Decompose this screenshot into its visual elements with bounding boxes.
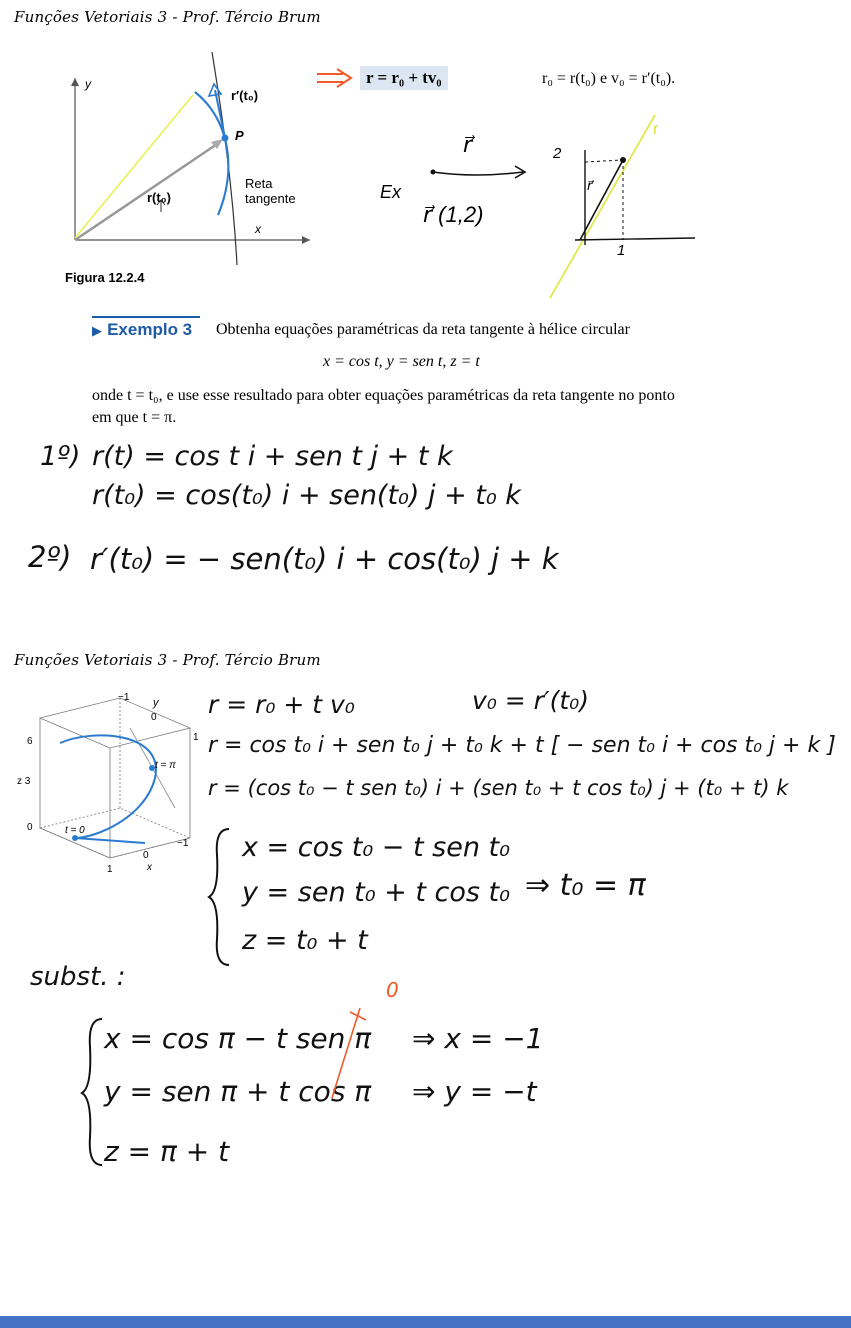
subst-label: subst. : (30, 962, 126, 992)
implies-arrow-icon (315, 67, 355, 89)
tangent-line (212, 52, 237, 265)
eq-r: r = r₀ + t v₀ (208, 690, 355, 719)
hand-sketch (545, 110, 705, 305)
helix-tick-0-left: 0 (27, 822, 33, 833)
final-y-left: y = sen π + t cos π (104, 1075, 372, 1108)
eq-group: r = (cos t₀ − t sen t₀) i + (sen t₀ + t cos t₀) j + (t₀ + t) k (208, 776, 789, 800)
tangent-line-figure (55, 50, 325, 300)
step2-line: r′(t₀) = − sen(t₀) i + cos(t₀) j + k (90, 542, 559, 576)
P-label: P (235, 128, 244, 143)
hand-vec-label: r⃗ (463, 132, 473, 157)
t0-equals-pi: ⇒ t₀ = π (525, 868, 646, 903)
eq-expand: r = cos t₀ i + sen t₀ j + t₀ k + t [ − sen t₀ i + cos t₀ j + k ] (208, 733, 836, 758)
orange-strike-mark (320, 998, 410, 1108)
rprime-label: r′(t₀) (231, 88, 259, 103)
helix-label-x: x (147, 862, 152, 873)
helix-tick-6: 6 (27, 736, 33, 747)
figure-caption: Figura 12.2.4 (65, 270, 145, 285)
point-P (222, 135, 229, 142)
system-y: y = sen t₀ + t cos t₀ (242, 877, 510, 908)
system-z: z = t₀ + t (242, 925, 368, 956)
helix-label-tpi: t = π (155, 760, 176, 771)
eq-v0: v₀ = r′(t₀) (472, 686, 589, 715)
exemplo-title: Exemplo 3 (107, 320, 193, 339)
final-x-right: ⇒ x = −1 (412, 1022, 544, 1055)
step1-line2: r(t₀) = cos(t₀) i + sen(t₀) j + t₀ k (92, 480, 521, 511)
sketch-y-label: 2 (553, 145, 562, 162)
exemplo-statement: Obtenha equações paramétricas da reta tangente à hélice circular (216, 321, 630, 338)
curve (195, 92, 228, 215)
helix-tick-1-right: 1 (193, 732, 199, 743)
final-x-left: x = cos π − t sen π (104, 1022, 372, 1055)
helix-figure (15, 688, 205, 878)
helix-label-y: y (153, 697, 159, 709)
helix-tick-neg1-top: −1 (118, 692, 130, 703)
orange-zero: 0 (386, 978, 399, 1002)
exemplo-rule (92, 316, 200, 318)
sketch-line-label: r (653, 121, 659, 138)
r-label: r(t₀) (147, 190, 171, 205)
hand-vec-coords: r⃗ (1,2) (423, 202, 484, 227)
yellow-line (550, 115, 655, 298)
system-brace-icon (205, 825, 235, 970)
tangente-label: tangente (245, 191, 296, 206)
axis-x-label: x (255, 222, 261, 236)
hand-vector-example (375, 120, 555, 240)
page2-header: Funções Vetoriais 3 - Prof. Tércio Brum (14, 651, 321, 669)
reta-label: Reta (245, 176, 273, 191)
sketch-vec-label: r⃗ (587, 178, 593, 193)
footer-bar (0, 1316, 851, 1328)
helix-tick-0-bottom: 0 (143, 850, 149, 861)
axis-y-label: y (85, 77, 91, 91)
x-axis-arrow (302, 236, 310, 244)
final-y-right: ⇒ y = −t (412, 1075, 537, 1108)
exemplo-continuation-1: onde t = t₀, e use esse resultado para obter equações paramétricas da reta tangente no ponto (92, 387, 675, 404)
final-z: z = π + t (104, 1135, 230, 1168)
helix-tick-1-bottom: 1 (107, 864, 113, 875)
y-axis-arrow (71, 78, 79, 86)
step1-line1: r(t) = cos t i + sen t j + t k (92, 441, 453, 472)
step2-label: 2º) (28, 540, 72, 574)
formula-definitions: r₀ = r(t₀) e v₀ = r′(t₀). (542, 70, 676, 87)
helix-label-t0: t = 0 (65, 825, 85, 836)
helix-tick-neg1-right: −1 (177, 838, 189, 849)
exemplo-continuation-2: em que t = π. (92, 409, 177, 426)
exemplo-heading: ▶ Exemplo 3 (92, 320, 193, 339)
helix-label-z3: z 3 (17, 776, 31, 787)
helix-tick-0-top: 0 (151, 712, 157, 723)
parametric-formula: r = r₀ + tv₀ (360, 66, 448, 90)
yellow-highlight-line (75, 95, 193, 238)
hand-ex-label: Ex (380, 182, 402, 202)
step1-label: 1º) (40, 441, 81, 472)
page-header: Funções Vetoriais 3 - Prof. Tércio Brum (14, 8, 321, 26)
derivative-vector (215, 90, 225, 138)
sketch-x-label: 1 (617, 242, 626, 259)
system-x: x = cos t₀ − t sen t₀ (242, 832, 510, 863)
helix-equations: x = cos t, y = sen t, z = t (323, 353, 480, 370)
